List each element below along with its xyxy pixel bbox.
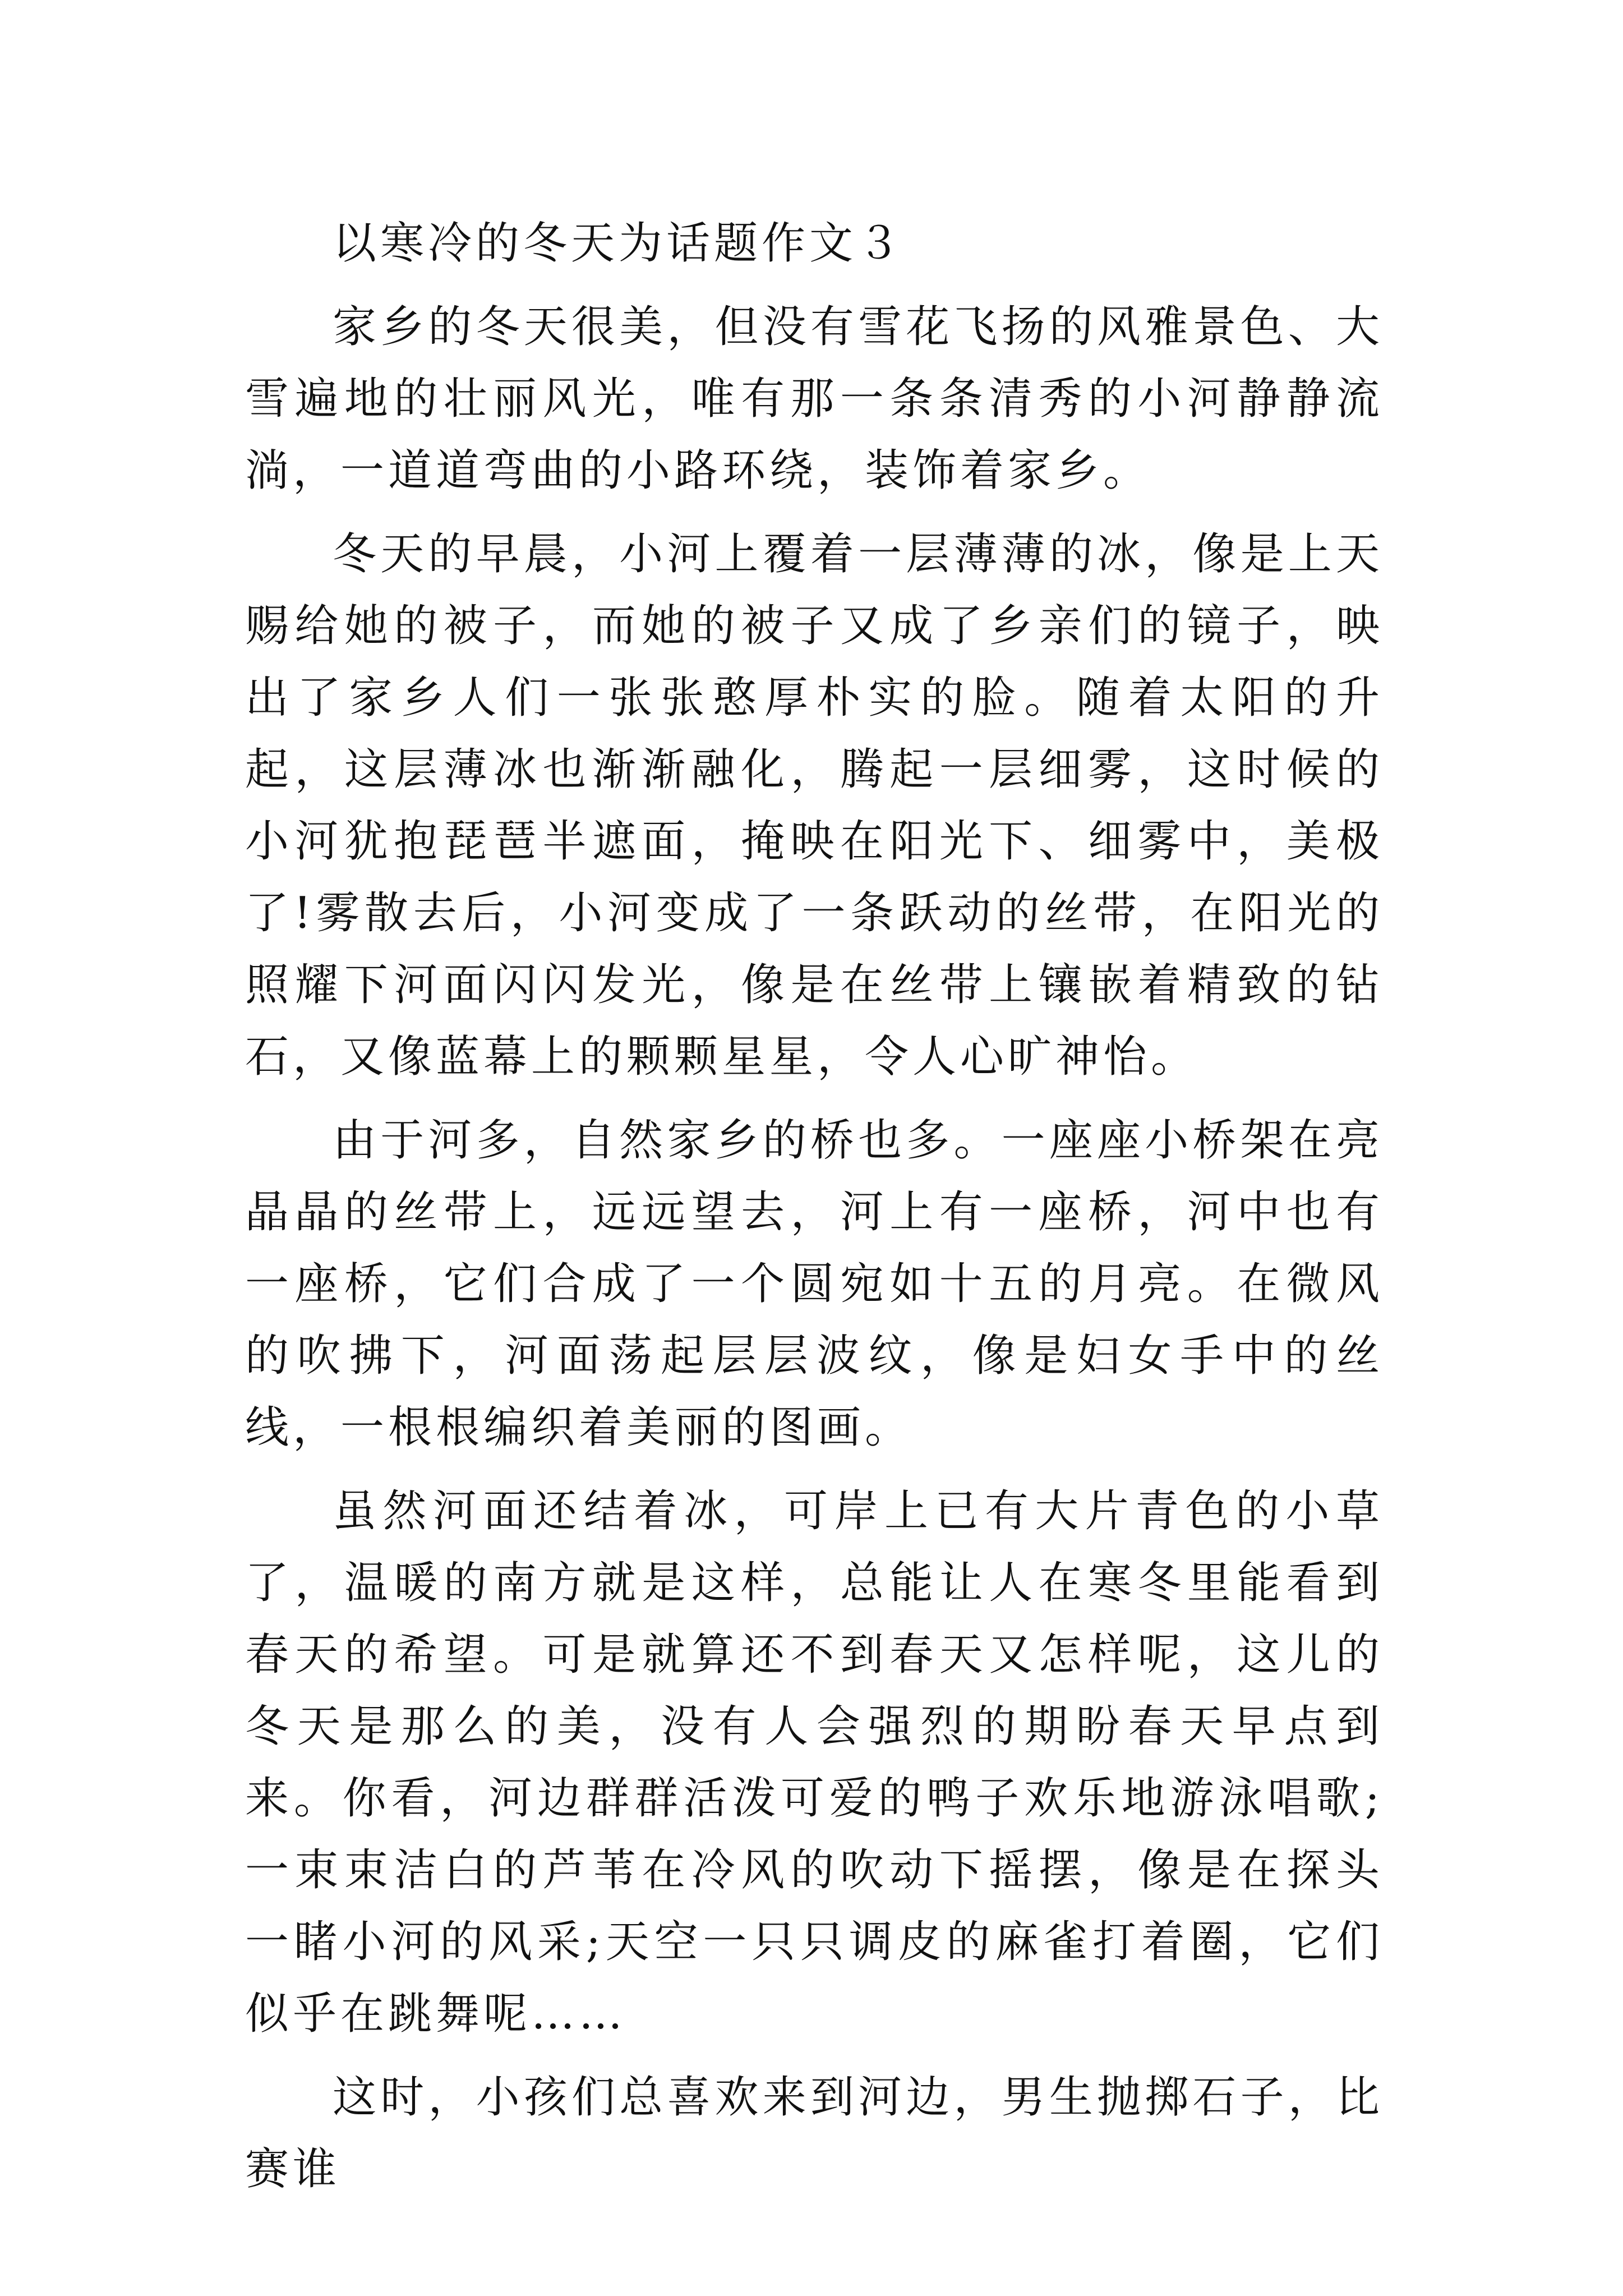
essay-body [245, 208, 1384, 2217]
paragraph-3: 由于河多，自然家乡的桥也多。一座座小桥架在亮晶晶的丝带上，远远望去，河上有一座桥，河中也有一座桥，它们合成了一个圆宛如十五的月亮。在微风的吹拂下，河面荡起层层波纹，像是妇女手中的丝线，一根根编织着美丽的图画。 [245, 1115, 1384, 1453]
paragraph-2: 冬天的早晨，小河上覆着一层薄薄的冰，像是上天赐给她的被子，而她的被子又成了乡亲们的镜子，映出了家乡人们一张张憨厚朴实的脸。随着太阳的升起，这层薄冰也渐渐融化，腾起一层细雾，这时候的小河犹抱琵琶半遮面，掩映在阳光下、细雾中，美极了!雾散去后，小河变成了一条跃动的丝带，在阳光的照耀下河面闪闪发光，像是在丝带上镶嵌着精致的钻石，又像蓝幕上的颗颗星星，令人心旷神怡。 [245, 529, 1384, 1082]
paragraph-5: 这时，小孩们总喜欢来到河边，男生抛掷石子，比赛谁 [245, 2072, 1384, 2194]
essay-title: 以寒冷的冬天为话题作文３ [333, 218, 905, 269]
paragraph-1: 家乡的冬天很美，但没有雪花飞扬的风雅景色、大雪遍地的壮丽风光，唯有那一条条清秀的小河静静流淌，一道道弯曲的小路环绕，装饰着家乡。 [245, 302, 1384, 496]
paragraph-4: 虽然河面还结着冰，可岸上已有大片青色的小草了，温暖的南方就是这样，总能让人在寒冬里能看到春天的希望。可是就算还不到春天又怎样呢，这儿的冬天是那么的美，没有人会强烈的期盼春天早点到来。你看，河边群群活泼可爱的鸭子欢乐地游泳唱歌;一束束洁白的芦苇在冷风的吹动下摇摆，像是在探头一睹小河的风采;天空一只只调皮的麻雀打着圈，它们似乎在跳舞呢…… [245, 1486, 1384, 2039]
